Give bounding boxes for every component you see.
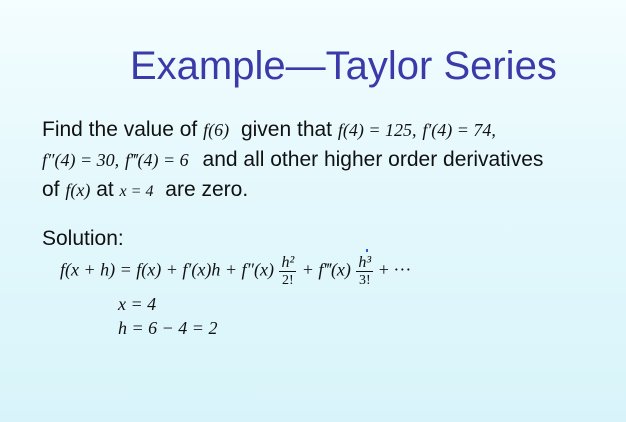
fraction-h3 bbox=[356, 255, 373, 288]
h-value: h = 6 − 4 = 2 bbox=[118, 318, 218, 338]
f6-expr: f(6) bbox=[203, 120, 230, 140]
problem-line-2 bbox=[42, 148, 543, 172]
solution-label: Solution: bbox=[42, 227, 124, 250]
x-eq-4: x = 4 bbox=[119, 183, 154, 200]
taylor-equation bbox=[60, 255, 411, 288]
given-f4: f(4) = 125, bbox=[337, 120, 417, 140]
given-f1-4: f′(4) = 74, bbox=[422, 120, 496, 140]
fraction-h3-den: 3! bbox=[356, 271, 373, 288]
of-text: of bbox=[42, 178, 60, 201]
stray-dot bbox=[366, 249, 368, 252]
x-value-line bbox=[118, 294, 156, 315]
fraction-h2 bbox=[279, 255, 296, 288]
equation-lhs: f(x + h) = f(x) + f′(x)h + f″(x) bbox=[60, 259, 274, 280]
equation-mid: + f‴(x) bbox=[301, 259, 351, 280]
and-all-text: and all other higher order derivatives bbox=[202, 148, 544, 171]
fraction-h2-num: h² bbox=[281, 254, 295, 271]
slide-title: Example—Taylor Series bbox=[130, 44, 557, 88]
equation-tail: + ··· bbox=[378, 259, 412, 280]
given-that-text: given that bbox=[240, 118, 333, 141]
h-value-line bbox=[118, 318, 217, 339]
fx-expr: f(x) bbox=[65, 180, 91, 200]
intro-text: Find the value of bbox=[42, 118, 198, 141]
at-text: at bbox=[96, 178, 114, 201]
given-f2-4: f″(4) = 30, bbox=[42, 150, 120, 170]
problem-line-3 bbox=[42, 178, 248, 202]
are-zero-text: are zero. bbox=[165, 178, 249, 201]
x-value: x = 4 bbox=[118, 294, 157, 314]
given-f3-4: f‴(4) = 6 bbox=[124, 150, 189, 170]
problem-line-1 bbox=[42, 118, 496, 142]
fraction-h3-num: h³ bbox=[358, 254, 372, 271]
fraction-h2-den: 2! bbox=[279, 271, 296, 288]
